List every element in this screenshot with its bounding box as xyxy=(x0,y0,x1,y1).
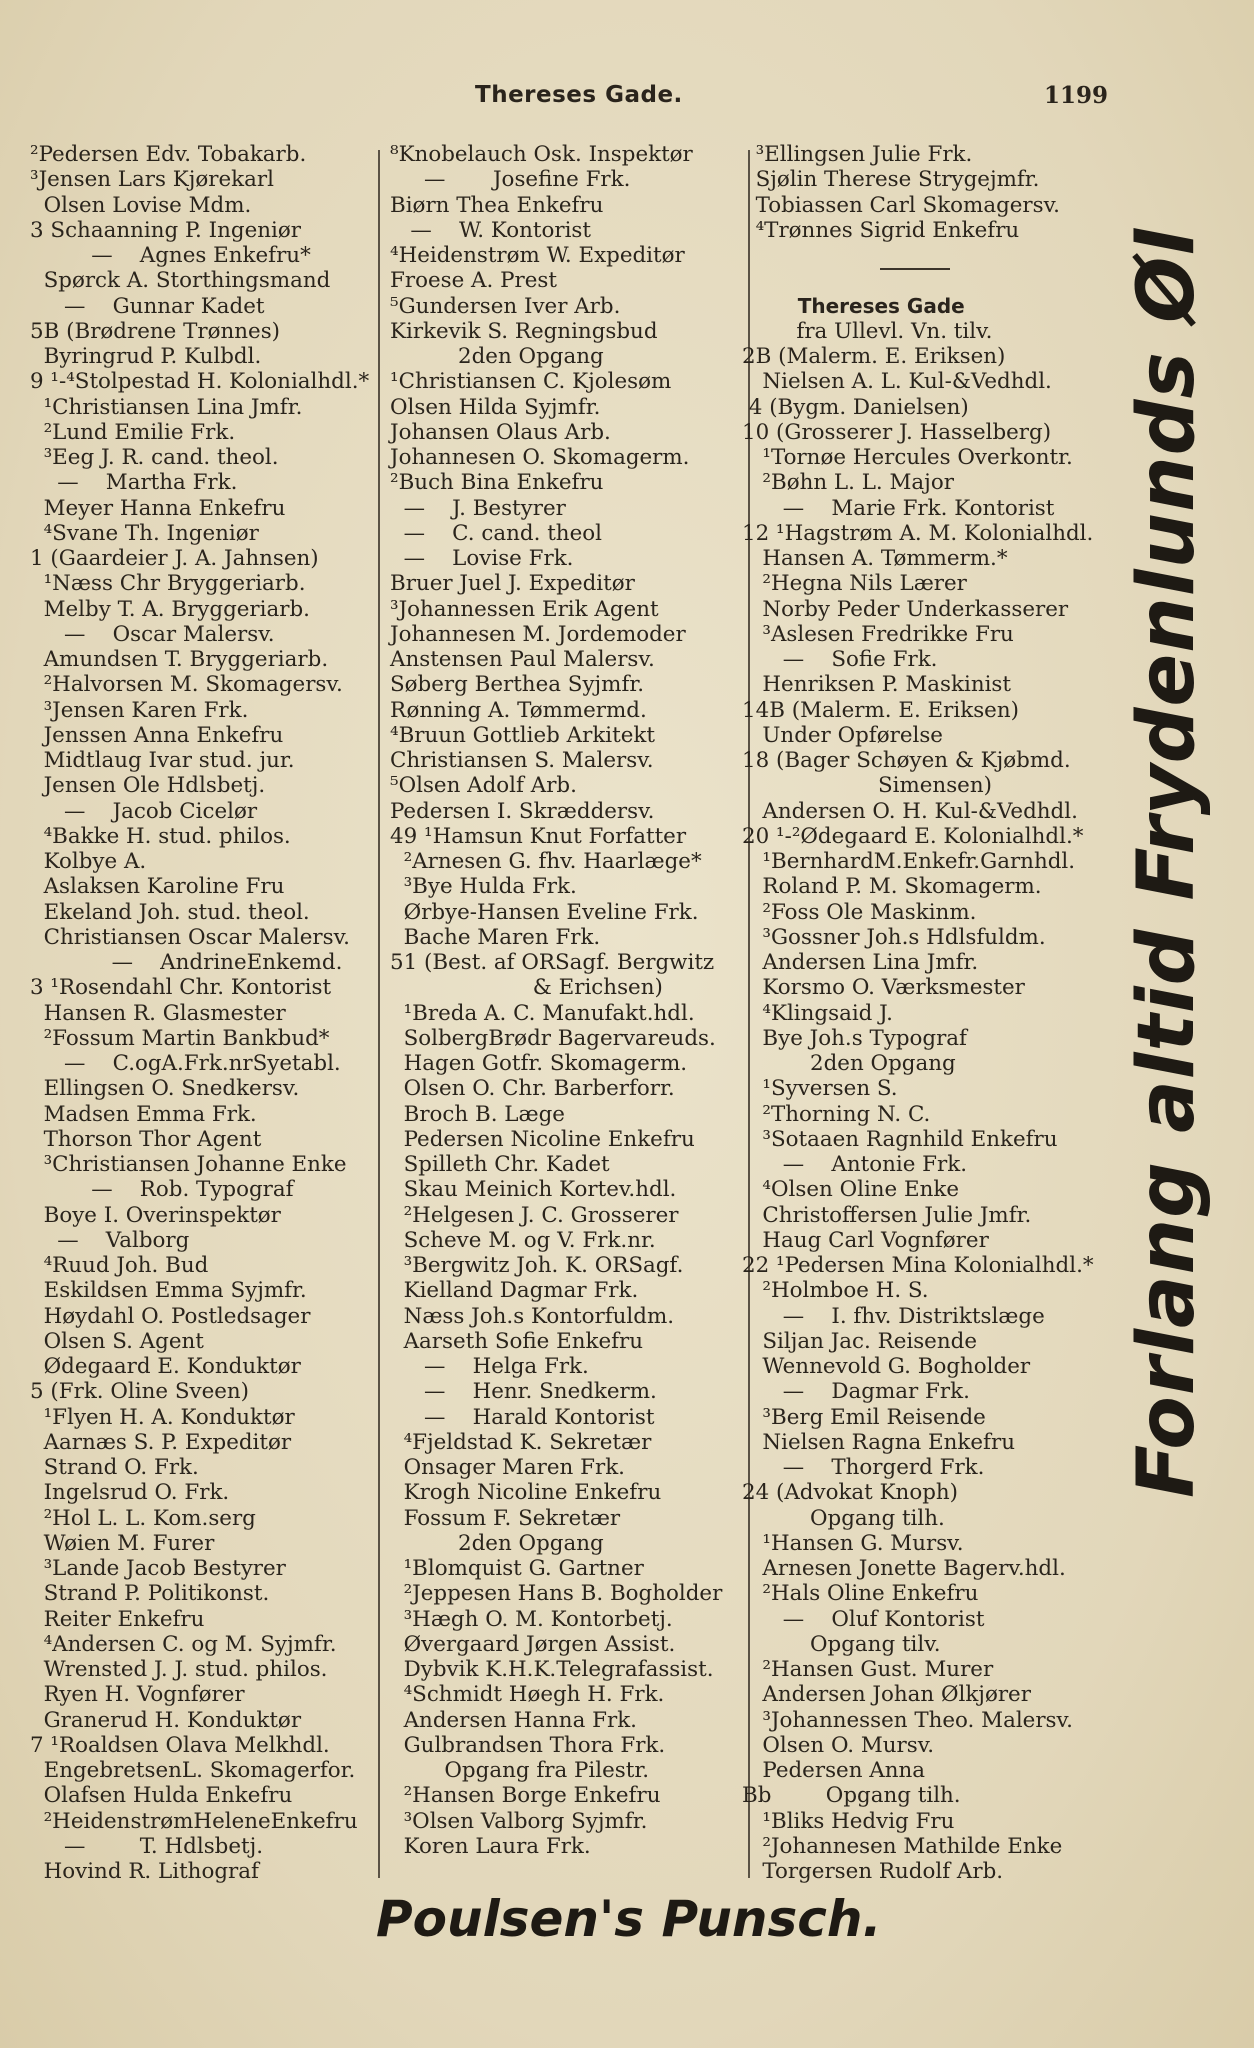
directory-entry: — Oluf Kontorist xyxy=(742,1606,985,1632)
directory-entry: ²Foss Ole Maskinm. xyxy=(742,899,977,925)
directory-entry: Ekeland Joh. stud. theol. xyxy=(30,899,310,925)
directory-entry: ⁴Bruun Gottlieb Arkitekt xyxy=(390,722,655,748)
directory-entry: Wøien M. Furer xyxy=(30,1530,215,1556)
directory-entry: 3 Schaanning P. Ingeniør xyxy=(30,217,301,243)
directory-column-1 xyxy=(30,142,369,1884)
directory-entry: ³Bye Hulda Frk. xyxy=(390,874,577,900)
directory-entry: ³Hægh O. M. Kontorbetj. xyxy=(390,1606,673,1632)
directory-entry: ³Olsen Valborg Syjmfr. xyxy=(390,1808,648,1834)
page-header-title: Thereses Gade. xyxy=(475,82,683,108)
directory-entry: ³Eeg J. R. cand. theol. xyxy=(30,445,279,470)
directory-entry: Reiter Enkefru xyxy=(30,1606,205,1632)
directory-entry: — Helga Frk. xyxy=(390,1354,589,1379)
directory-entry: Aarnæs S. P. Expeditør xyxy=(30,1429,292,1455)
advertisement-frydenlunds-vertical: Forlang altid Frydenlunds Øl xyxy=(1122,227,1212,1498)
directory-entry: Kielland Dagmar Frk. xyxy=(390,1278,639,1304)
directory-entry: SolbergBrødr Bagervareuds. xyxy=(390,1025,716,1051)
directory-entry: ¹Bliks Hedvig Fru xyxy=(742,1808,955,1834)
directory-entry: ²Hol L. L. Kom.serg xyxy=(30,1505,256,1531)
directory-entry: Sjølin Therese Strygejmfr. xyxy=(742,167,1040,193)
directory-entry: Hagen Gotfr. Skomagerm. xyxy=(390,1051,688,1076)
directory-entry: 5 (Frk. Oline Sveen) xyxy=(30,1379,250,1405)
directory-entry: — J. Bestyrer xyxy=(390,495,566,521)
directory-entry: ²Lund Emilie Frk. xyxy=(30,419,236,445)
directory-entry: Ryen H. Vognfører xyxy=(30,1682,245,1708)
directory-entry: Bye Joh.s Typograf xyxy=(742,1025,967,1051)
directory-entry: Simensen) xyxy=(742,773,992,799)
directory-entry: — C.ogA.Frk.nrSyetabl. xyxy=(30,1051,341,1076)
directory-entry: — C. cand. theol xyxy=(390,520,602,546)
directory-entry: 2den Opgang xyxy=(742,1051,956,1076)
directory-entry: Skau Meinich Kortev.hdl. xyxy=(390,1177,677,1203)
directory-entry: Bache Maren Frk. xyxy=(390,924,601,950)
directory-entry: ⁴Andersen C. og M. Syjmfr. xyxy=(30,1631,337,1657)
directory-entry: ²Jeppesen Hans B. Bogholder xyxy=(390,1581,723,1607)
directory-entry: ²Thorning N. C. xyxy=(742,1101,931,1127)
directory-entry: Haug Carl Vognfører xyxy=(742,1227,989,1253)
directory-entry: Johannesen M. Jordemoder xyxy=(390,621,686,647)
directory-entry: ¹Christiansen C. Kjolesøm xyxy=(390,369,672,395)
directory-entry: Jenssen Anna Enkefru xyxy=(30,722,284,748)
directory-entry: ³Aslesen Fredrikke Fru xyxy=(742,621,1014,647)
directory-entry: Andersen Lina Jmfr. xyxy=(742,950,979,975)
directory-entry: — Thorgerd Frk. xyxy=(742,1455,985,1480)
directory-entry: Pedersen Nicoline Enkefru xyxy=(390,1126,695,1152)
directory-entry: ²Hals Oline Enkefru xyxy=(742,1581,979,1607)
directory-entry: — Antonie Frk. xyxy=(742,1152,967,1177)
directory-entry: ²Johannesen Mathilde Enke xyxy=(742,1833,1063,1859)
directory-entry: Hansen R. Glasmester xyxy=(30,1000,286,1026)
directory-entry: Gulbrandsen Thora Frk. xyxy=(390,1732,666,1758)
directory-entry: ³Berg Emil Reisende xyxy=(742,1404,986,1430)
directory-entry: ³Sotaaen Ragnhild Enkefru xyxy=(742,1126,1058,1152)
directory-entry: ⁴Bakke H. stud. philos. xyxy=(30,823,291,849)
directory-entry: Johannesen O. Skomagerm. xyxy=(390,445,690,470)
directory-entry: EngebretsenL. Skomagerfor. xyxy=(30,1758,356,1783)
directory-entry: 20 ¹-²Ødegaard E. Kolonialhdl.* xyxy=(742,823,1084,849)
directory-entry: 4 (Bygm. Danielsen) xyxy=(742,394,969,420)
directory-entry: Johansen Olaus Arb. xyxy=(390,419,611,445)
directory-entry: ³Jensen Lars Kjørekarl xyxy=(30,167,274,193)
directory-column-3 xyxy=(742,142,1094,1884)
directory-entry: Nielsen Ragna Enkefru xyxy=(742,1429,1015,1455)
directory-entry: Wrensted J. J. stud. philos. xyxy=(30,1657,328,1682)
directory-entry: — W. Kontorist xyxy=(390,217,592,243)
directory-column-2 xyxy=(390,142,722,1859)
directory-entry: — Gunnar Kadet xyxy=(30,293,265,319)
directory-entry: Andersen Johan Ølkjører xyxy=(742,1682,1031,1708)
directory-entry: Midtlaug Ivar stud. jur. xyxy=(30,748,295,773)
column-divider-left xyxy=(378,150,380,1878)
directory-entry: 49 ¹Hamsun Knut Forfatter xyxy=(390,823,687,849)
directory-entry: ⁴Fjeldstad K. Sekretær xyxy=(390,1429,652,1455)
directory-entry: Thorson Thor Agent xyxy=(30,1126,262,1152)
directory-entry: Arnesen Jonette Bagerv.hdl. xyxy=(742,1556,1066,1581)
directory-entry: ⁴Ruud Joh. Bud xyxy=(30,1253,209,1278)
directory-entry: fra Ullevl. Vn. tilv. xyxy=(742,318,993,344)
directory-entry: ³Ellingsen Julie Frk. xyxy=(742,142,973,167)
directory-entry: Siljan Jac. Reisende xyxy=(742,1328,977,1354)
directory-entry: ²Hegna Nils Lærer xyxy=(742,571,967,597)
directory-entry: ⁵Gundersen Iver Arb. xyxy=(390,293,621,319)
directory-entry: 2B (Malerm. E. Eriksen) xyxy=(742,344,1006,369)
directory-entry: — Rob. Typograf xyxy=(30,1177,294,1203)
directory-entry: ⁴Klingsaid J. xyxy=(742,1000,893,1026)
directory-entry: ³Johannessen Erik Agent xyxy=(390,596,659,622)
directory-entry: 5B (Brødrene Trønnes) xyxy=(30,318,281,344)
directory-entry: ¹Hansen G. Mursv. xyxy=(742,1530,964,1556)
directory-entry: ³Bergwitz Joh. K. ORSagf. xyxy=(390,1253,684,1278)
directory-entry: Olsen O. Chr. Barberforr. xyxy=(390,1076,675,1102)
directory-entry: Olafsen Hulda Enkefru xyxy=(30,1783,293,1809)
directory-entry: 3 ¹Rosendahl Chr. Kontorist xyxy=(30,975,332,1001)
directory-entry: Dybvik K.H.K.Telegrafassist. xyxy=(390,1657,714,1682)
directory-entry: Ødegaard E. Konduktør xyxy=(30,1354,301,1379)
directory-entry: Kirkevik S. Regningsbud xyxy=(390,318,658,344)
directory-entry: ³Christiansen Johanne Enke xyxy=(30,1152,347,1177)
directory-entry: ⁸Knobelauch Osk. Inspektør xyxy=(390,142,693,167)
directory-entry: — T. Hdlsbetj. xyxy=(30,1833,264,1859)
directory-entry: 7 ¹Roaldsen Olava Melkhdl. xyxy=(30,1732,330,1758)
directory-entry: Amundsen T. Bryggeriarb. xyxy=(30,647,329,672)
directory-entry: ²Hansen Gust. Murer xyxy=(742,1657,994,1682)
directory-entry: Melby T. A. Bryggeriarb. xyxy=(30,596,310,622)
directory-entry: ²Hansen Borge Enkefru xyxy=(390,1783,661,1809)
directory-entry: Broch B. Læge xyxy=(390,1101,565,1127)
directory-entry: Biørn Thea Enkefru xyxy=(390,192,604,218)
directory-entry: 9 ¹-⁴Stolpestad H. Kolonialhdl.* xyxy=(30,369,370,395)
directory-entry: ²Bøhn L. L. Major xyxy=(742,470,954,496)
directory-entry: — Valborg xyxy=(30,1227,190,1253)
directory-entry: Onsager Maren Frk. xyxy=(390,1455,625,1480)
directory-entry: ²HeidenstrømHeleneEnkefru xyxy=(30,1808,358,1834)
directory-entry: ⁴Schmidt Høegh H. Frk. xyxy=(390,1682,665,1708)
directory-entry: — Agnes Enkefru* xyxy=(30,243,311,268)
directory-entry: — Jacob Cicelør xyxy=(30,798,258,824)
directory-entry: Tobiassen Carl Skomagersv. xyxy=(742,192,1060,218)
directory-entry: Roland P. M. Skomagerm. xyxy=(742,874,1042,900)
directory-entry: Høydahl O. Postledsager xyxy=(30,1303,311,1329)
directory-entry: ²Buch Bina Enkefru xyxy=(390,470,604,496)
directory-entry: Søberg Berthea Syjmfr. xyxy=(390,672,645,698)
directory-entry: Christoffersen Julie Jmfr. xyxy=(742,1202,1032,1228)
page-number: 1199 xyxy=(1044,82,1109,109)
directory-entry: Rønning A. Tømmermd. xyxy=(390,697,647,723)
directory-entry: — Henr. Snedkerm. xyxy=(390,1379,657,1405)
directory-entry: ²Helgesen J. C. Grosserer xyxy=(390,1202,679,1228)
directory-entry: Spilleth Chr. Kadet xyxy=(390,1152,610,1177)
directory-entry: Boye I. Overinspektør xyxy=(30,1202,281,1228)
directory-entry: Pedersen I. Skræddersv. xyxy=(390,798,655,824)
directory-entry: ¹Tornøe Hercules Overkontr. xyxy=(742,445,1073,470)
directory-entry: ²Arnesen G. fhv. Haarlæge* xyxy=(390,849,702,874)
directory-entry: Koren Laura Frk. xyxy=(390,1833,591,1859)
directory-entry: Under Opførelse xyxy=(742,722,943,748)
directory-entry: Krogh Nicoline Enkefru xyxy=(390,1480,662,1506)
directory-entry: — Harald Kontorist xyxy=(390,1404,655,1430)
directory-entry: ²Fossum Martin Bankbud* xyxy=(30,1025,330,1051)
section-separator xyxy=(880,268,950,270)
directory-entry: 1 (Gaardeier J. A. Jahnsen) xyxy=(30,546,319,571)
directory-entry: Granerud H. Konduktør xyxy=(30,1707,302,1733)
directory-entry: ¹Blomquist G. Gartner xyxy=(390,1556,644,1581)
directory-entry: 18 (Bager Schøyen & Kjøbmd. xyxy=(742,748,1071,773)
directory-entry: 14B (Malerm. E. Eriksen) xyxy=(742,697,1019,723)
directory-entry: Andersen O. H. Kul-&Vedhdl. xyxy=(742,798,1078,824)
directory-entry: ¹BernhardM.Enkefr.Garnhdl. xyxy=(742,849,1076,874)
directory-entry: Christiansen Oscar Malersv. xyxy=(30,924,350,950)
directory-entry: Christiansen S. Malersv. xyxy=(390,748,654,773)
directory-entry: 51 (Best. af ORSagf. Bergwitz xyxy=(390,950,715,975)
directory-entry: Hansen A. Tømmerm.* xyxy=(742,546,1008,571)
directory-entry: — AndrineEnkemd. xyxy=(30,950,343,975)
directory-entry: Norby Peder Underkasserer xyxy=(742,596,1069,622)
directory-entry: 2den Opgang xyxy=(390,344,604,369)
directory-entry: 24 (Advokat Knoph) xyxy=(742,1480,959,1506)
directory-entry: ²Halvorsen M. Skomagersv. xyxy=(30,672,343,698)
directory-entry: — Sofie Frk. xyxy=(742,647,938,672)
directory-entry: Opgang fra Pilestr. xyxy=(390,1758,650,1783)
directory-entry: — Oscar Malersv. xyxy=(30,621,275,647)
directory-entry: ⁴Heidenstrøm W. Expeditør xyxy=(390,243,685,268)
directory-entry: Meyer Hanna Enkefru xyxy=(30,495,286,521)
directory-entry: Øvergaard Jørgen Assist. xyxy=(390,1631,676,1657)
directory-entry: 10 (Grosserer J. Hasselberg) xyxy=(742,419,1052,445)
directory-entry: Froese A. Prest xyxy=(390,268,557,294)
directory-entry: — Martha Frk. xyxy=(30,470,238,496)
directory-entry: ²Holmboe H. S. xyxy=(742,1278,929,1304)
directory-entry: ³Lande Jacob Bestyrer xyxy=(30,1556,286,1581)
directory-entry: Thereses Gade xyxy=(742,293,965,318)
directory-entry: Opgang tilv. xyxy=(742,1631,941,1657)
directory-entry: Anstensen Paul Malersv. xyxy=(390,647,655,672)
directory-entry: — Dagmar Frk. xyxy=(742,1379,970,1405)
directory-entry: ¹Flyen H. A. Konduktør xyxy=(30,1404,295,1430)
directory-entry: Næss Joh.s Kontorfuldm. xyxy=(390,1303,675,1329)
directory-entry: ²Pedersen Edv. Tobakarb. xyxy=(30,142,307,167)
directory-entry: ¹Syversen S. xyxy=(742,1076,898,1102)
directory-entry: Bb Opgang tilh. xyxy=(742,1783,961,1809)
directory-entry: & Erichsen) xyxy=(390,975,663,1001)
directory-entry: Strand P. Politikonst. xyxy=(30,1581,270,1607)
directory-entry: ⁴Trønnes Sigrid Enkefru xyxy=(742,217,1020,243)
directory-entry: Olsen O. Mursv. xyxy=(742,1732,935,1758)
directory-entry: ⁵Olsen Adolf Arb. xyxy=(390,773,577,799)
directory-entry: Henriksen P. Maskinist xyxy=(742,672,1012,698)
directory-entry: Byringrud P. Kulbdl. xyxy=(30,344,262,369)
directory-entry: Korsmo O. Værksmester xyxy=(742,975,1025,1001)
directory-entry: Spørck A. Storthingsmand xyxy=(30,268,331,294)
directory-entry: Olsen S. Agent xyxy=(30,1328,204,1354)
directory-entry: Olsen Lovise Mdm. xyxy=(30,192,252,218)
directory-entry: Ørbye-Hansen Eveline Frk. xyxy=(390,899,699,925)
directory-entry: — Marie Frk. Kontorist xyxy=(742,495,1055,521)
directory-entry: ³Johannessen Theo. Malersv. xyxy=(742,1707,1073,1733)
directory-entry: Pedersen Anna xyxy=(742,1758,926,1783)
directory-entry: Aslaksen Karoline Fru xyxy=(30,874,285,900)
directory-entry: Olsen Hilda Syjmfr. xyxy=(390,394,601,420)
directory-entry: Scheve M. og V. Frk.nr. xyxy=(390,1227,656,1253)
directory-entry: — I. fhv. Distriktslæge xyxy=(742,1303,1045,1329)
directory-entry: Jensen Ole Hdlsbetj. xyxy=(30,773,266,799)
directory-entry: ³Jensen Karen Frk. xyxy=(30,697,249,723)
directory-entry: Andersen Hanna Frk. xyxy=(390,1707,637,1733)
directory-entry: ⁴Olsen Oline Enke xyxy=(742,1177,960,1203)
directory-entry: — Josefine Frk. xyxy=(390,167,631,193)
directory-entry: Opgang tilh. xyxy=(742,1505,945,1531)
directory-entry: — Lovise Frk. xyxy=(390,546,574,571)
directory-entry: Torgersen Rudolf Arb. xyxy=(742,1859,1004,1884)
directory-entry: Fossum F. Sekretær xyxy=(390,1505,621,1531)
directory-entry: Bruer Juel J. Expeditør xyxy=(390,571,635,597)
directory-entry: Ellingsen O. Snedkersv. xyxy=(30,1076,300,1102)
directory-entry: Eskildsen Emma Syjmfr. xyxy=(30,1278,307,1304)
directory-entry: Nielsen A. L. Kul-&Vedhdl. xyxy=(742,369,1052,395)
directory-entry xyxy=(742,268,1094,293)
directory-entry: Madsen Emma Frk. xyxy=(30,1101,257,1127)
directory-entry: Hovind R. Lithograf xyxy=(30,1859,259,1884)
directory-entry: Wennevold G. Bogholder xyxy=(742,1354,1031,1379)
advertisement-poulsens-punsch: Poulsen's Punsch. xyxy=(376,1890,882,1948)
directory-entry: 2den Opgang xyxy=(390,1530,604,1556)
directory-entry xyxy=(742,243,1094,268)
directory-entry: Ingelsrud O. Frk. xyxy=(30,1480,230,1506)
directory-entry: Kolbye A. xyxy=(30,849,147,874)
directory-entry: Strand O. Frk. xyxy=(30,1455,199,1480)
directory-entry: ¹Breda A. C. Manufakt.hdl. xyxy=(390,1000,695,1026)
directory-entry: ⁴Svane Th. Ingeniør xyxy=(30,520,259,546)
directory-entry: ³Gossner Joh.s Hdlsfuldm. xyxy=(742,924,1046,950)
directory-entry: ¹Christiansen Lina Jmfr. xyxy=(30,394,303,420)
directory-entry: 22 ¹Pedersen Mina Kolonialhdl.* xyxy=(742,1253,1094,1278)
directory-entry: ¹Næss Chr Bryggeriarb. xyxy=(30,571,306,597)
directory-entry: Aarseth Sofie Enkefru xyxy=(390,1328,644,1354)
directory-entry: 12 ¹Hagstrøm A. M. Kolonialhdl. xyxy=(742,520,1094,546)
